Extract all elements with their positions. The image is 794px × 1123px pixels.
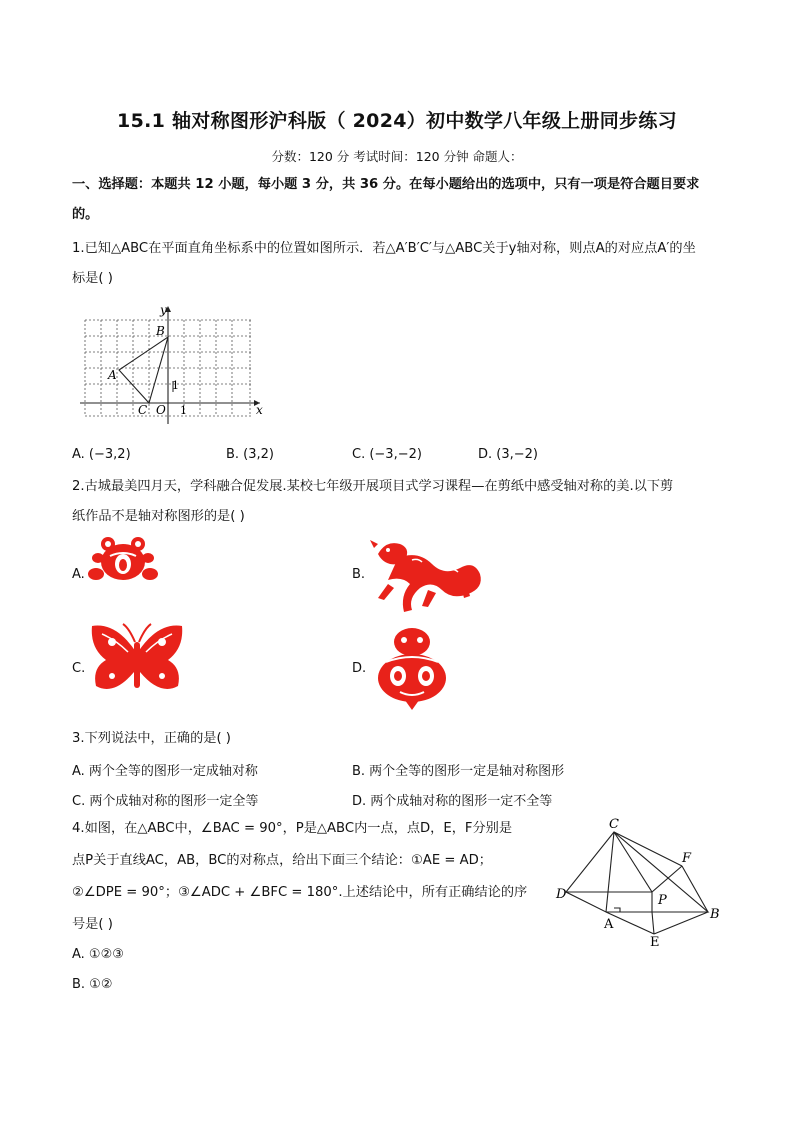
q3-stem: 3.下列说法中，正确的是( ) xyxy=(72,731,231,746)
q4-option-b[interactable]: B. ①② xyxy=(72,977,113,992)
q1-option-c[interactable]: C. (−3,−2) xyxy=(352,447,422,462)
label-f: F xyxy=(682,851,692,866)
label-c: C xyxy=(609,817,619,832)
papercut-fish-icon[interactable] xyxy=(372,626,452,712)
q1-option-a[interactable]: A. (−3,2) xyxy=(72,447,131,462)
q4-geometry-figure xyxy=(548,816,728,952)
label-b: B xyxy=(710,907,720,922)
q1-stem-line2: 标是( ) xyxy=(72,271,113,286)
q4-option-a[interactable]: A. ①②③ xyxy=(72,947,124,962)
x-axis-label: x xyxy=(256,403,263,417)
origin-label: O xyxy=(156,403,166,417)
section-heading-line2: 的。 xyxy=(72,207,99,222)
unit-y-label: 1 xyxy=(172,379,179,392)
q1-coordinate-graph xyxy=(76,302,266,427)
q3-option-b[interactable]: B. 两个全等的图形一定是轴对称图形 xyxy=(352,764,565,779)
q3-option-c[interactable]: C. 两个成轴对称的图形一定全等 xyxy=(72,794,259,809)
q2-option-c[interactable]: C. xyxy=(72,661,86,676)
label-a: A xyxy=(604,917,614,932)
q1-option-b[interactable]: B. (3,2) xyxy=(226,447,275,462)
q2-option-a[interactable]: A. xyxy=(72,567,85,582)
q1-option-d[interactable]: D. (3,−2) xyxy=(478,447,538,462)
section-heading-line1: 一、选择题：本题共 12 小题，每小题 3 分，共 36 分。在每小题给出的选项中，只有一项是符合题目要求 xyxy=(72,177,700,192)
y-axis-label: y xyxy=(160,303,167,317)
q4-stem-line2: 点P关于直线AC，AB，BC的对称点，给出下面三个结论：①AE = AD； xyxy=(72,853,492,868)
q2-stem-line2: 纸作品不是轴对称图形的是( ) xyxy=(72,509,245,524)
q3-option-d[interactable]: D. 两个成轴对称的图形一定不全等 xyxy=(352,794,553,809)
q4-stem-line4: 号是( ) xyxy=(72,917,113,932)
triangle-abc xyxy=(119,337,168,403)
exam-info: 分数：120 分 考试时间：120 分钟 命题人： xyxy=(271,149,523,164)
point-c-label: C xyxy=(138,403,148,417)
label-d: D xyxy=(556,887,567,902)
q1-stem-line1: 1.已知△ABC在平面直角坐标系中的位置如图所示．若△A′B′C′与△ABC关于y轴对称，则点A的对应点A′的坐 xyxy=(72,241,696,256)
point-b-label: B xyxy=(156,324,165,338)
label-p: P xyxy=(658,893,667,908)
right-angle-mark xyxy=(614,908,620,912)
q4-stem-line3: ②∠DPE = 90°；③∠ADC + ∠BFC = 180°.上述结论中，所有正确结论的序 xyxy=(72,885,528,900)
label-e: E xyxy=(650,935,660,950)
q2-option-b[interactable]: B. xyxy=(352,567,366,582)
unit-x-label: 1 xyxy=(180,404,187,417)
point-a-label: A xyxy=(108,368,117,382)
q2-stem-line1: 2.古城最美四月天，学科融合促发展.某校七年级开展项目式学习课程—在剪纸中感受轴对称的美.以下剪 xyxy=(72,479,674,494)
q4-stem-line1: 4.如图，在△ABC中，∠BAC = 90°，P是△ABC内一点，点D，E，F分别是 xyxy=(72,821,513,836)
page-title: 15.1 轴对称图形沪科版（ 2024）初中数学八年级上册同步练习 xyxy=(117,110,677,132)
q2-option-d[interactable]: D. xyxy=(352,661,367,676)
papercut-frog-icon[interactable] xyxy=(88,536,158,584)
q3-option-a[interactable]: A. 两个全等的图形一定成轴对称 xyxy=(72,764,258,779)
papercut-dragon-icon[interactable] xyxy=(368,534,488,614)
papercut-butterfly-icon[interactable] xyxy=(90,622,184,706)
